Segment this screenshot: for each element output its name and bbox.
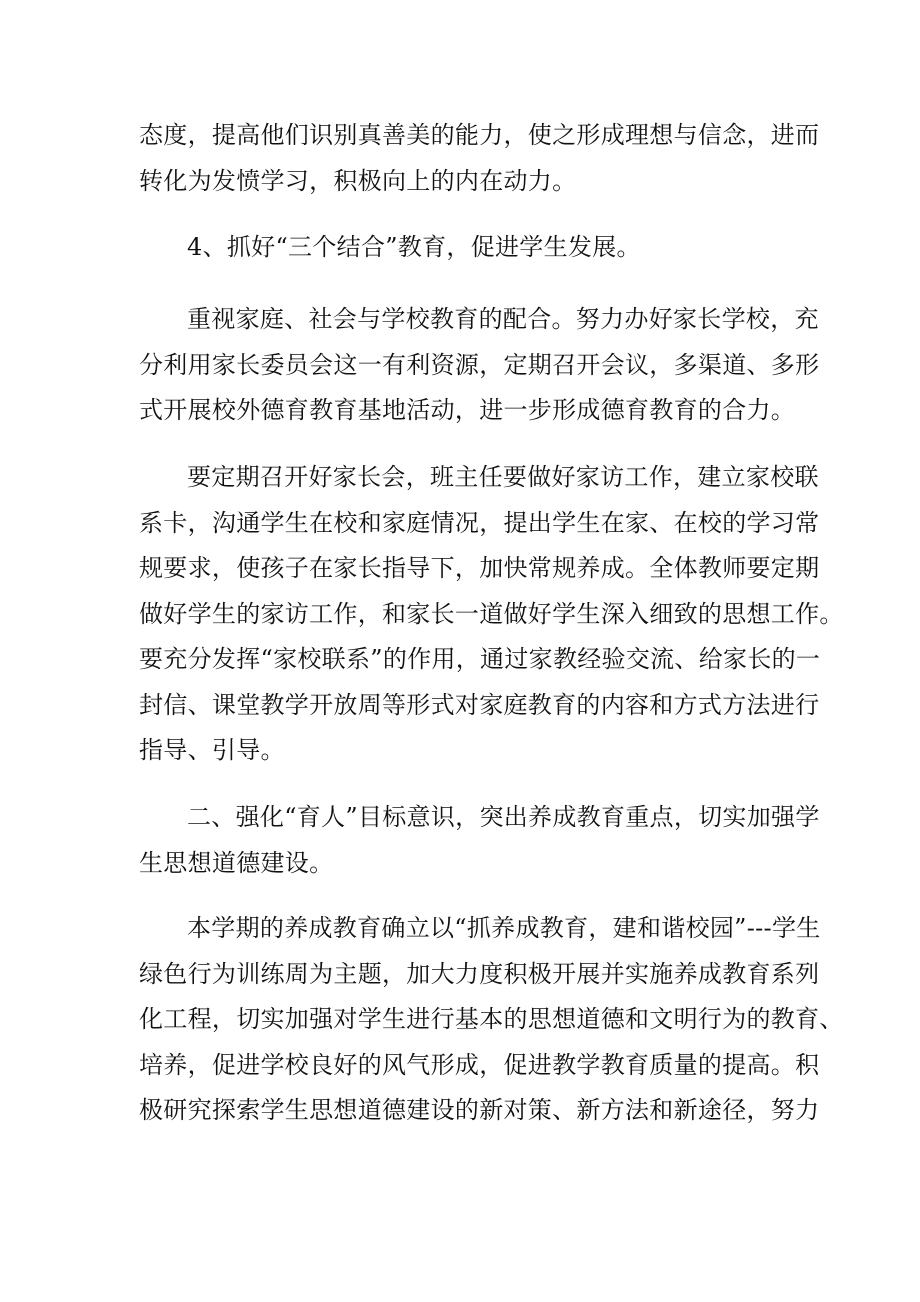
heading-line: 生思想道德建设。 (139, 848, 334, 877)
text-line: 绿色行为训练周为主题，加大力度积极开展并实施养成教育系列 (139, 959, 820, 988)
text-line: 培养，促进学校良好的风气形成，促进教学教育质量的提高。积 (139, 1050, 820, 1079)
text-line: 重视家庭、社会与学校教育的配合。努力办好家长学校，充 (187, 305, 819, 333)
text-line: 化工程，切实加强对学生进行基本的思想道德和文明行为的教育、 (139, 1005, 844, 1033)
text-line: 式开展校外德育教育基地活动，进一步形成德育教育的合力。 (139, 396, 796, 424)
text-line: 本学期的养成教育确立以“抓养成教育，建和谐校园”---学生 (187, 914, 821, 942)
text-line: 极研究探索学生思想道德建设的新对策、新方法和新途径，努力 (139, 1096, 820, 1124)
text-line: 做好学生的家访工作，和家长一道做好学生深入细致的思想工作。 (139, 599, 844, 628)
heading-line: 二、强化“育人”目标意识，突出养成教育重点，切实加强学 (187, 803, 820, 831)
paragraph-continuation (139, 113, 820, 204)
section-heading-4 (187, 225, 837, 271)
text-line: 转化为发愤学习，积极向上的内在动力。 (139, 166, 577, 195)
paragraph-habit-education (139, 906, 844, 1134)
text-line: 封信、课堂教学开放周等形式对家庭教育的内容和方式方法进行 (139, 690, 820, 719)
text-line: 指导、引导。 (139, 736, 285, 764)
paragraph-parent-meetings (139, 455, 844, 774)
text-line: 规要求，使孩子在家长指导下，加快常规养成。全体教师要定期 (139, 554, 820, 582)
paragraph-family-school (139, 297, 820, 434)
heading-line: 4、抓好“三个结合”教育，促进学生发展。 (187, 233, 641, 261)
text-line: 系卡，沟通学生在校和家庭情况，提出学生在家、在校的学习常 (139, 508, 820, 537)
text-line: 要定期召开好家长会，班主任要做好家访工作，建立家校联 (187, 463, 819, 491)
section-heading-2 (139, 795, 820, 886)
text-line: 分利用家长委员会这一有利资源，定期召开会议，多渠道、多形 (139, 350, 820, 379)
text-line: 态度，提高他们识别真善美的能力，使之形成理想与信念，进而 (139, 121, 820, 149)
text-line: 要充分发挥“家校联系”的作用，通过家教经验交流、给家长的一 (139, 645, 821, 673)
